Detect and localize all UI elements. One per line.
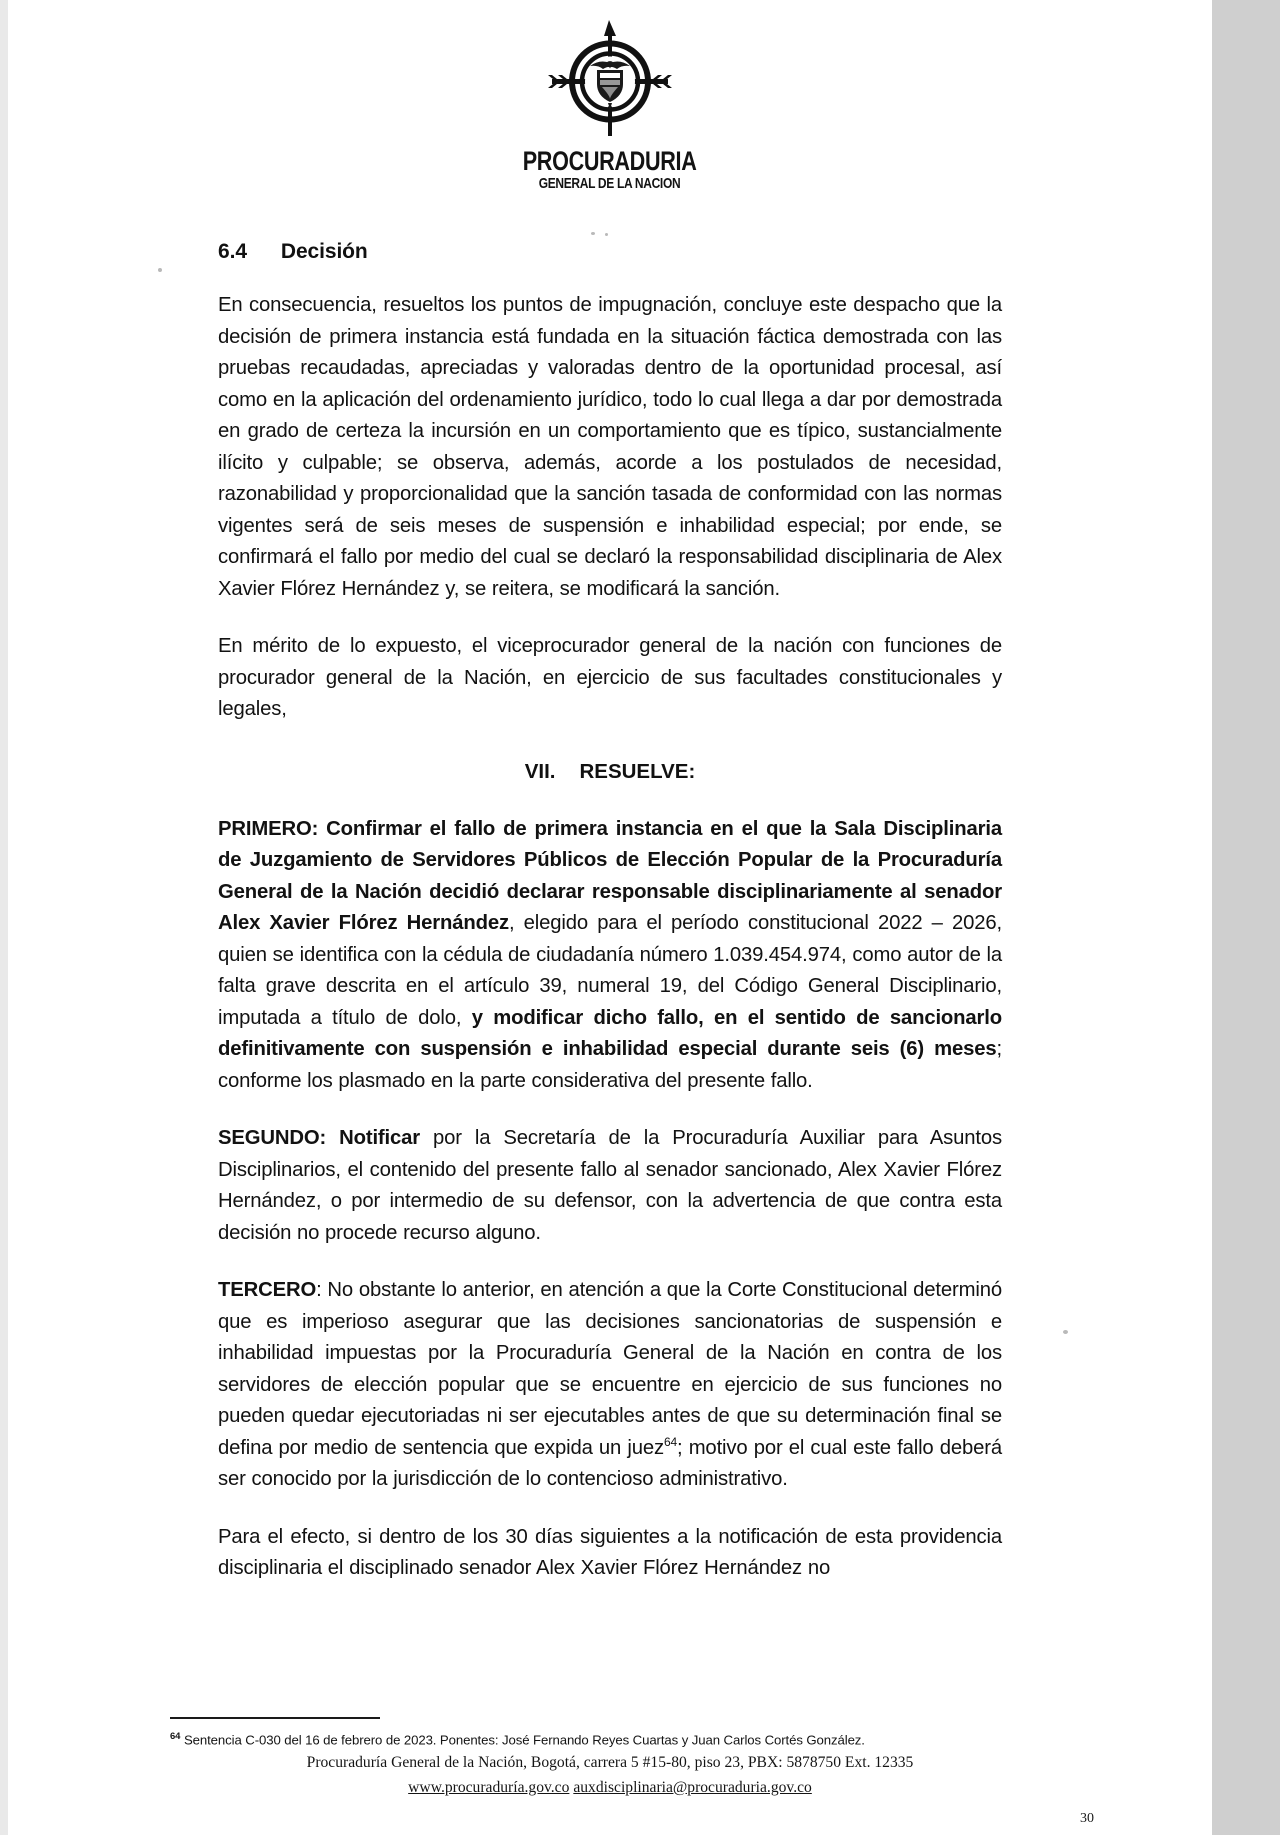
page-title	[218, 240, 1002, 264]
page-footer-region	[8, 1717, 1212, 1799]
resuelve-numeral: VII.	[524, 759, 556, 783]
footer-email-link[interactable]: auxdisciplinaria@procuraduria.gov.co	[573, 1779, 812, 1796]
tercero-rest-b: ; motivo por el cual este fallo deberá ser conocido por la jurisdicción de lo contencioso administrativo.	[218, 1436, 1002, 1490]
primero-mid: , elegido para el período constitucional 2022 – 2026, quien se identifica con la cédula de ciudadanía número 1.039.454.974, como autor de la falta grave descrita en el artículo 39, numeral 19, del Código General Disciplinario, imputada a título de dolo,	[218, 912, 1002, 1029]
document-masthead	[8, 0, 1212, 192]
section-number: 6.4	[218, 240, 247, 263]
page-number: 30	[1080, 1811, 1094, 1826]
resolution-item-segundo	[218, 1123, 1002, 1249]
document-body	[218, 192, 1002, 1585]
primero-bold-lead: PRIMERO: Confirmar el fallo de primera instancia en el que la Sala Disciplinaria de Juzgamiento de Servidores Públicos de Elección Popular de la Procuraduría General de la Nación decidió declarar responsable disciplinariamente al senador Alex Xavier Flórez Hernández	[218, 817, 1002, 934]
tercero-bold-lead: TERCERO	[218, 1279, 317, 1301]
footer-contact	[8, 1776, 1212, 1799]
scan-speck	[158, 268, 162, 272]
footer-address: Procuraduría General de la Nación, Bogotá, carrera 5 #15-80, piso 23, PBX: 5878750 Ext. 12335	[306, 1754, 914, 1771]
footnote-text: Sentencia C-030 del 16 de febrero de 2023. Ponentes: José Fernando Reyes Cuartas y Juan Carlos Cortés González.	[183, 1732, 865, 1747]
resuelve-heading	[218, 760, 1002, 784]
scan-speck	[1063, 1330, 1068, 1334]
primero-end: ; conforme los plasmado en la parte considerativa del presente fallo.	[218, 1038, 1002, 1092]
paragraph-merito: En mérito de lo expuesto, el viceprocurador general de la nación con funciones de procurador general de la Nación, en ejercicio de sus facultades constitucionales y legales,	[218, 635, 1002, 720]
primero-bold-tail: y modificar dicho fallo, en el sentido de sancionarlo definitivamente con suspensión e inhabilidad especial durante seis (6) meses	[218, 1006, 1003, 1060]
page-gutter-left	[0, 0, 8, 1835]
section-title: Decisión	[280, 240, 368, 263]
segundo-bold-lead: SEGUNDO: Notificar	[218, 1127, 421, 1149]
resuelve-label: RESUELVE:	[579, 759, 696, 783]
paragraph-decision: En consecuencia, resueltos los puntos de impugnación, concluye este despacho que la decisión de primera instancia está fundada en la situación fáctica demostrada con las pruebas recaudadas, apreciadas y valoradas dentro de la oportunidad procesal, así como en la aplicación del ordenamiento jurídico, todo lo cual llega a dar por demostrada en grado de certeza la incursión en un comportamiento que es típico, sustancialmente ilícito y culpable; se observa, además, acorde a los postulados de necesidad, razonabilidad y proporcionalidad que la sanción tasada de conformidad con las normas vigentes será de seis meses de suspensión e inhabilidad especial; por ende, se confirmará el fallo por medio del cual se declaró la responsabilidad disciplinaria de Alex Xavier Flórez Hernández y, se reitera, se modificará la sanción.	[218, 294, 1002, 600]
footnote-reference-64[interactable]: 64	[663, 1434, 678, 1449]
paragraph-cierre: Para el efecto, si dentro de los 30 días siguientes a la notificación de esta providencia disciplinaria el disciplinado senador Alex Xavier Flórez Hernández no	[218, 1525, 1002, 1579]
org-name-secondary: GENERAL DE LA NACION	[539, 175, 681, 192]
footnote-number: 64	[170, 1730, 181, 1742]
footnote-separator-rule	[170, 1717, 380, 1719]
procuraduria-crest-target-icon	[546, 18, 674, 146]
segundo-rest: por la Secretaría de la Procuraduría Auxiliar para Asuntos Disciplinarios, el contenido del presente fallo al senador sancionado, Alex Xavier Flórez Hernández, o por intermedio de su defensor, con la advertencia de que contra esta decisión no procede recurso alguno.	[218, 1127, 1002, 1244]
resolution-item-tercero	[218, 1275, 1002, 1496]
page-gutter-right	[1212, 0, 1280, 1835]
org-name-primary: PROCURADURIA	[523, 146, 697, 176]
page-sheet	[8, 0, 1212, 1835]
tercero-rest-a: : No obstante lo anterior, en atención a que la Corte Constitucional determinó que es imperioso asegurar que las decisiones sancionatorias de suspensión e inhabilidad impuestas por la Procuraduría General de la Nación en contra de los servidores de elección popular que se encuentre en ejercicio de sus funciones no pueden quedar ejecutoriadas ni ser ejecutables antes de que su determinación final se defina por medio de sentencia que expida un juez	[218, 1279, 1002, 1459]
footer-website-link[interactable]: www.procuraduría.gov.co	[408, 1779, 570, 1796]
resolution-item-primero	[218, 814, 1002, 1098]
footnote-entry	[170, 1728, 1212, 1749]
